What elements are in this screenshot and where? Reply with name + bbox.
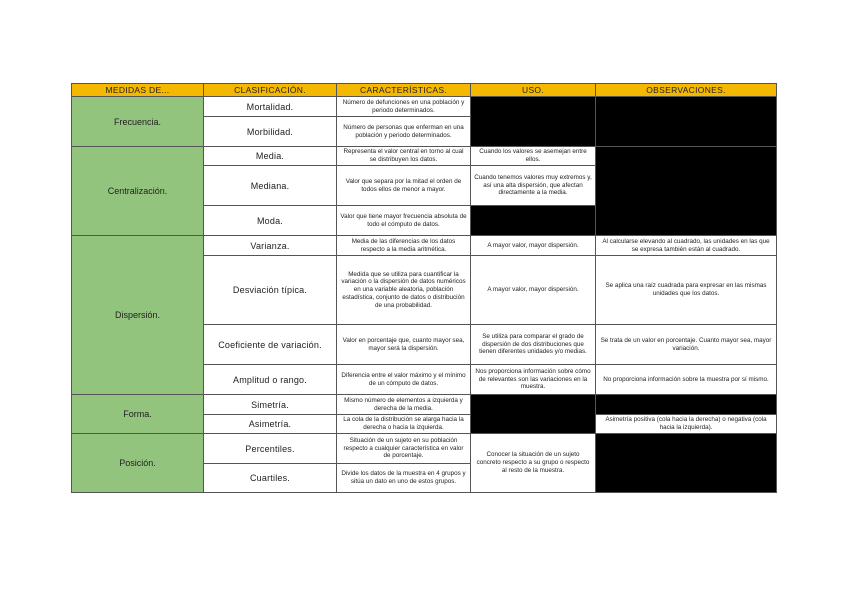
cell-observaciones: Asimetría positiva (cola hacia la derecha) o negativa (cola hacia la izquierda). bbox=[596, 415, 777, 434]
cell-caracteristicas: Mismo número de elementos a izquierda y derecha de la media. bbox=[337, 395, 471, 415]
cell-caracteristicas: Número de personas que enferman en una población y periodo determinados. bbox=[337, 117, 471, 147]
cell-clasificacion: Morbilidad. bbox=[204, 117, 337, 147]
cell-clasificacion: Percentiles. bbox=[204, 434, 337, 464]
cell-uso: Cuando tenemos valores muy extremos y, así una alta dispersión, que afectan directamente a la media. bbox=[471, 166, 596, 206]
cell-blocked bbox=[471, 206, 596, 236]
cell-caracteristicas: Número de defunciones en una población y periodo determinados. bbox=[337, 97, 471, 117]
table-row bbox=[72, 434, 777, 464]
cell-observaciones: Al calcularse elevando al cuadrado, las unidades en las que se expresa también están al cuadrado. bbox=[596, 236, 777, 256]
cell-caracteristicas: Divide los datos de la muestra en 4 grupos y sitúa un dato en uno de estos grupos. bbox=[337, 464, 471, 493]
cell-caracteristicas: Diferencia entre el valor máximo y el mínimo de un cómputo de datos. bbox=[337, 365, 471, 395]
group-dispersion: Dispersión. bbox=[72, 236, 204, 395]
group-frecuencia: Frecuencia. bbox=[72, 97, 204, 147]
cell-clasificacion: Cuartiles. bbox=[204, 464, 337, 493]
group-posicion: Posición. bbox=[72, 434, 204, 493]
group-forma: Forma. bbox=[72, 395, 204, 434]
measures-table bbox=[71, 83, 777, 493]
cell-uso: Nos proporciona información sobre cómo de relevantes son las variaciones en la muestra. bbox=[471, 365, 596, 395]
cell-blocked bbox=[596, 395, 777, 415]
cell-blocked bbox=[471, 97, 596, 147]
cell-caracteristicas: Medida que se utiliza para cuantificar la variación o la dispersión de datos numéricos en una variable aleatoria, población estadística, conjunto de datos o distribución de una probabilidad. bbox=[337, 256, 471, 325]
cell-caracteristicas: Representa el valor central en torno al cual se distribuyen los datos. bbox=[337, 147, 471, 166]
cell-caracteristicas: Situación de un sujeto en su población respecto a cualquier característica en valor de porcentaje. bbox=[337, 434, 471, 464]
header-observaciones: OBSERVACIONES. bbox=[596, 84, 777, 97]
cell-clasificacion: Simetría. bbox=[204, 395, 337, 415]
group-centralizacion: Centralización. bbox=[72, 147, 204, 236]
cell-clasificacion: Media. bbox=[204, 147, 337, 166]
cell-clasificacion: Coeficiente de variación. bbox=[204, 325, 337, 365]
cell-observaciones: No proporciona información sobre la muestra por sí mismo. bbox=[596, 365, 777, 395]
cell-caracteristicas: La cola de la distribución se alarga hacia la derecha o hacia la izquierda. bbox=[337, 415, 471, 434]
cell-clasificacion: Moda. bbox=[204, 206, 337, 236]
cell-blocked bbox=[596, 147, 777, 236]
cell-blocked bbox=[596, 434, 777, 493]
cell-blocked bbox=[471, 395, 596, 434]
header-uso: USO. bbox=[471, 84, 596, 97]
cell-observaciones: Se trata de un valor en porcentaje. Cuanto mayor sea, mayor variación. bbox=[596, 325, 777, 365]
cell-caracteristicas: Valor en porcentaje que, cuanto mayor sea, mayor será la dispersión. bbox=[337, 325, 471, 365]
header-row bbox=[72, 84, 777, 97]
header-caracteristicas: CARACTERÍSTICAS. bbox=[337, 84, 471, 97]
cell-caracteristicas: Media de las diferencias de los datos respecto a la media aritmética. bbox=[337, 236, 471, 256]
table-row bbox=[72, 97, 777, 117]
cell-uso: A mayor valor, mayor dispersión. bbox=[471, 236, 596, 256]
cell-uso: Cuando los valores se asemejan entre ellos. bbox=[471, 147, 596, 166]
cell-clasificacion: Amplitud o rango. bbox=[204, 365, 337, 395]
header-medidas: MEDIDAS DE... bbox=[72, 84, 204, 97]
cell-clasificacion: Desviación típica. bbox=[204, 256, 337, 325]
cell-clasificacion: Varianza. bbox=[204, 236, 337, 256]
cell-blocked bbox=[596, 97, 777, 147]
table-row bbox=[72, 395, 777, 415]
cell-uso: A mayor valor, mayor dispersión. bbox=[471, 256, 596, 325]
cell-uso: Conocer la situación de un sujeto concreto respecto a su grupo o respecto al resto de la muestra. bbox=[471, 434, 596, 493]
cell-uso: Se utiliza para comparar el grado de dispersión de dos distribuciones que tienen diferentes unidades y/o medias. bbox=[471, 325, 596, 365]
cell-caracteristicas: Valor que separa por la mitad el orden de todos ellos de menor a mayor. bbox=[337, 166, 471, 206]
table-row bbox=[72, 147, 777, 166]
table-row bbox=[72, 236, 777, 256]
cell-clasificacion: Mediana. bbox=[204, 166, 337, 206]
cell-caracteristicas: Valor que tiene mayor frecuencia absoluta de todo el cómputo de datos. bbox=[337, 206, 471, 236]
cell-clasificacion: Asimetría. bbox=[204, 415, 337, 434]
header-clasificacion: CLASIFICACIÓN. bbox=[204, 84, 337, 97]
cell-clasificacion: Mortalidad. bbox=[204, 97, 337, 117]
cell-observaciones: Se aplica una raíz cuadrada para expresar en las mismas unidades que los datos. bbox=[596, 256, 777, 325]
